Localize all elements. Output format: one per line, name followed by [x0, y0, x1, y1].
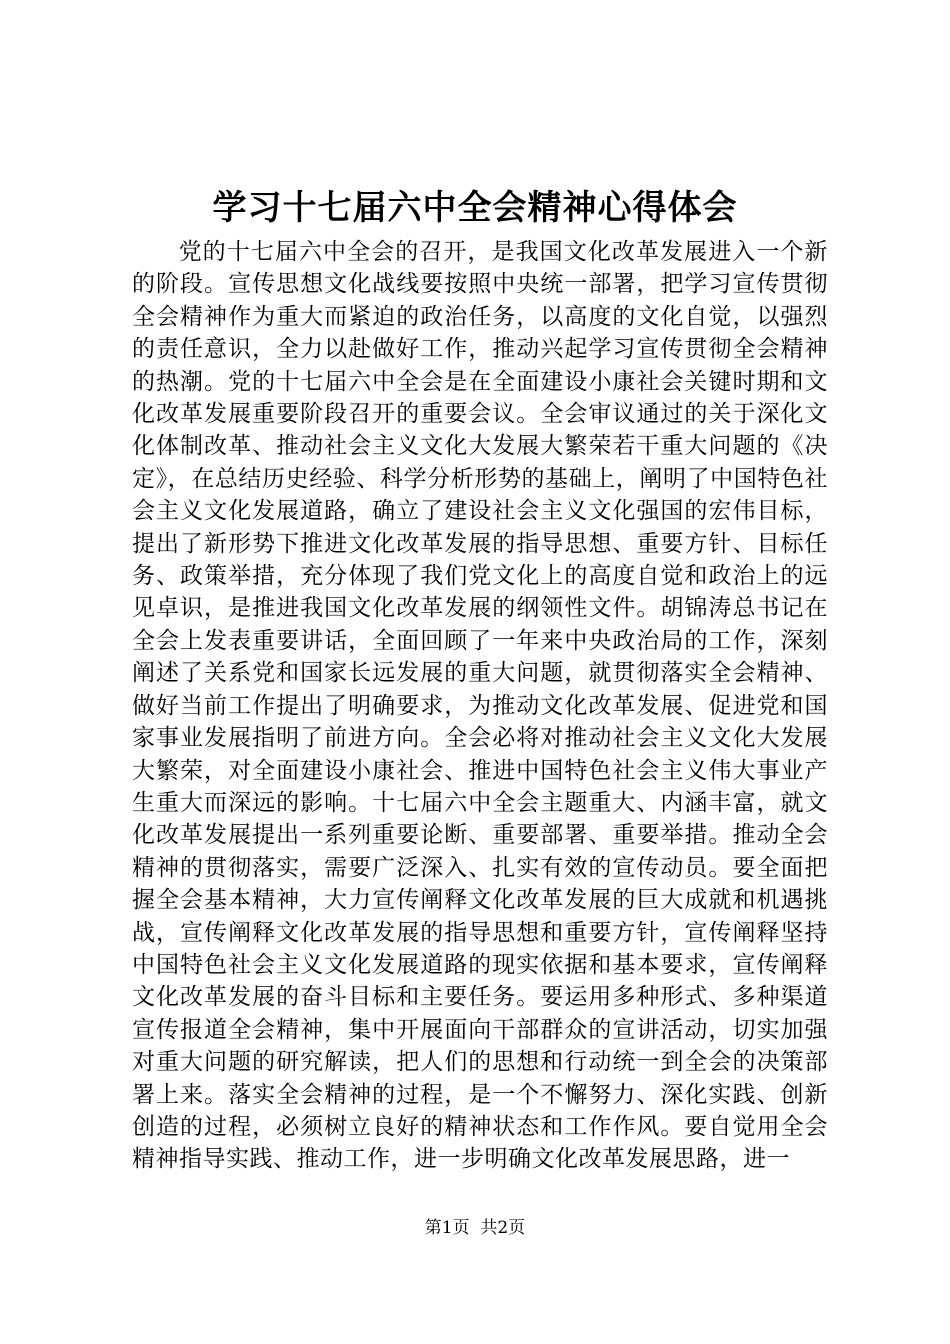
page-title: 学习十七届六中全会精神心得体会 — [212, 188, 738, 228]
page-total: 共2页 — [480, 1218, 526, 1238]
body-paragraph — [132, 236, 828, 1176]
page-footer — [0, 1216, 950, 1240]
page-number: 第1页 — [424, 1218, 470, 1238]
body-paragraph-text: 党的十七届六中全会的召开，是我国文化改革发展进入一个新的阶段。宣传思想文化战线要按照中央统一部署，把学习宣传贯彻全会精神作为重大而紧迫的政治任务，以高度的文化自觉，以强烈的责任意识，全力以赴做好工作，推动兴起学习宣传贯彻全会精神的热潮。党的十七届六中全会是在全面建设小康社会关键时期和文化改革发展重要阶段召开的重要会议。全会审议通过的关于深化文化体制改革、推动社会主义文化大发展大繁荣若干重大问题的《决定》，在总结历史经验、科学分析形势的基础上，阐明了中国特色社会主义文化发展道路，确立了建设社会主义文化强国的宏伟目标，提出了新形势下推进文化改革发展的指导思想、重要方针、目标任务、政策举措，充分体现了我们党文化上的高度自觉和政治上的远见卓识，是推进我国文化改革发展的纲领性文件。胡锦涛总书记在全会上发表重要讲话，全面回顾了一年来中央政治局的工作，深刻阐述了关系党和国家长远发展的重大问题，就贯彻落实全会精神、做好当前工作提出了明确要求，为推动文化改革发展、促进党和国家事业发展指明了前进方向。全会必将对推动社会主义文化大发展大繁荣，对全面建设小康社会、推进中国特色社会主义伟大事业产生重大而深远的影响。十七届六中全会主题重大、内涵丰富，就文化改革发展提出一系列重要论断、重要部署、重要举措。推动全会精神的贯彻落实，需要广泛深入、扎实有效的宣传动员。要全面把握全会基本精神，大力宣传阐释文化改革发展的巨大成就和机遇挑战，宣传阐释文化改革发展的指导思想和重要方针，宣传阐释坚持中国特色社会主义文化发展道路的现实依据和基本要求，宣传阐释文化改革发展的奋斗目标和主要任务。要运用多种形式、多种渠道宣传报道全会精神，集中开展面向干部群众的宣讲活动，切实加强对重大问题的研究解读，把人们的思想和行动统一到全会的决策部署上来。落实全会精神的过程，是一个不懈努力、深化实践、创新创造的过程，必须树立良好的精神状态和工作作风。要自觉用全会精神指导实践、推动工作，进一步明确文化改革发展思路，进一 — [132, 239, 828, 1173]
footer-spacer — [470, 1218, 481, 1238]
